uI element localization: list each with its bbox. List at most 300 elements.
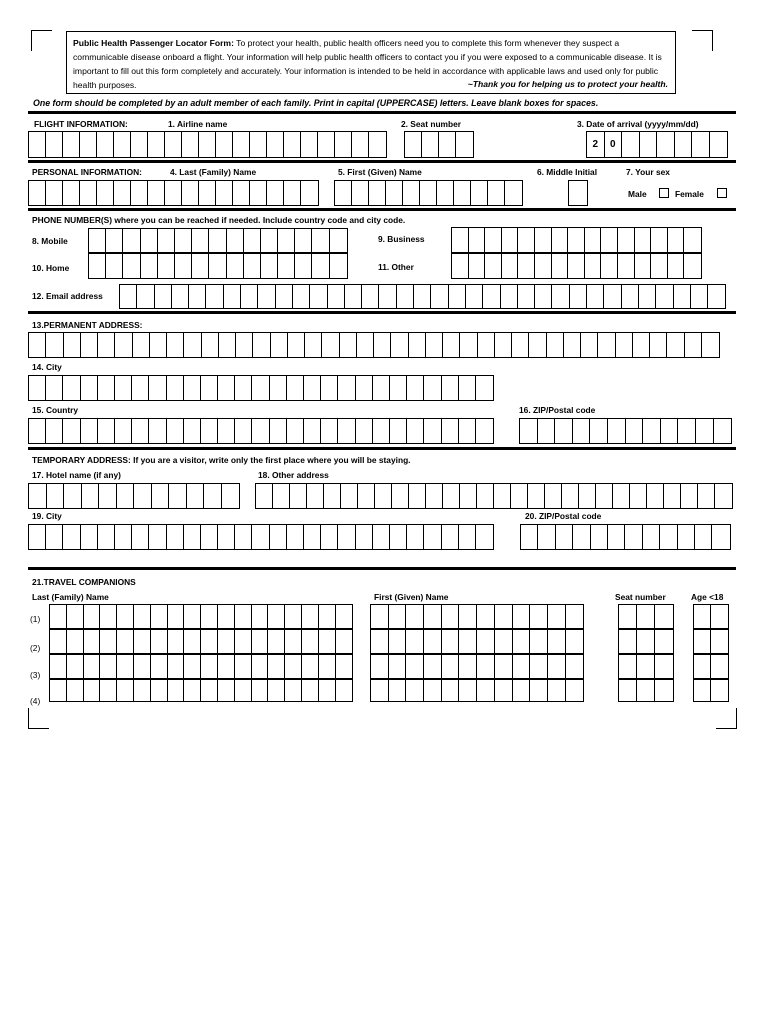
char-box[interactable] xyxy=(46,525,63,549)
char-box[interactable] xyxy=(518,285,535,308)
char-box[interactable] xyxy=(250,132,267,157)
char-box[interactable] xyxy=(495,630,513,653)
email-boxes[interactable] xyxy=(119,284,726,309)
char-box[interactable] xyxy=(643,525,660,549)
char-box[interactable] xyxy=(625,525,642,549)
char-box[interactable] xyxy=(390,525,407,549)
char-box[interactable] xyxy=(685,333,702,357)
char-box[interactable] xyxy=(206,285,223,308)
char-box[interactable] xyxy=(711,680,728,701)
char-box[interactable] xyxy=(98,376,115,400)
char-box[interactable] xyxy=(201,525,218,549)
char-box[interactable] xyxy=(321,376,338,400)
char-box[interactable] xyxy=(407,376,424,400)
char-box[interactable] xyxy=(165,181,182,205)
char-box[interactable] xyxy=(235,605,252,628)
char-box[interactable] xyxy=(424,680,442,701)
char-box[interactable] xyxy=(358,484,375,508)
companion-3-seat-boxes[interactable] xyxy=(618,654,674,679)
char-box[interactable] xyxy=(488,181,505,205)
char-box[interactable] xyxy=(172,285,189,308)
char-box[interactable] xyxy=(613,484,630,508)
char-box[interactable] xyxy=(373,419,390,443)
char-box[interactable] xyxy=(137,285,154,308)
char-box[interactable] xyxy=(711,630,728,653)
char-box[interactable] xyxy=(218,630,235,653)
char-box[interactable] xyxy=(218,680,235,701)
char-box[interactable] xyxy=(322,333,339,357)
char-box[interactable] xyxy=(637,680,655,701)
char-box[interactable] xyxy=(335,132,352,157)
char-box[interactable] xyxy=(336,605,353,628)
char-box[interactable] xyxy=(340,333,357,357)
char-box[interactable] xyxy=(132,419,149,443)
char-box[interactable] xyxy=(63,132,80,157)
char-box[interactable] xyxy=(256,484,273,508)
char-box[interactable] xyxy=(656,285,673,308)
char-box[interactable] xyxy=(442,680,460,701)
char-box[interactable] xyxy=(318,132,335,157)
char-box[interactable] xyxy=(204,484,222,508)
char-box[interactable] xyxy=(252,655,269,678)
char-box[interactable] xyxy=(422,132,439,157)
char-box[interactable] xyxy=(456,132,473,157)
char-box[interactable] xyxy=(585,228,602,252)
char-box[interactable] xyxy=(601,228,618,252)
char-box[interactable] xyxy=(608,419,626,443)
char-box[interactable] xyxy=(114,132,131,157)
char-box[interactable] xyxy=(667,333,684,357)
char-box[interactable] xyxy=(369,132,386,157)
char-box[interactable] xyxy=(307,484,324,508)
char-box[interactable] xyxy=(714,419,732,443)
char-box[interactable] xyxy=(619,655,637,678)
business-boxes[interactable] xyxy=(451,227,702,253)
char-box[interactable] xyxy=(158,254,175,278)
char-box[interactable] xyxy=(293,285,310,308)
char-box[interactable] xyxy=(152,484,170,508)
char-box[interactable] xyxy=(426,484,443,508)
char-box[interactable] xyxy=(120,285,137,308)
char-box[interactable] xyxy=(98,333,115,357)
char-box[interactable] xyxy=(711,605,728,628)
char-box[interactable] xyxy=(637,630,655,653)
char-box[interactable] xyxy=(235,376,252,400)
char-box[interactable] xyxy=(581,333,598,357)
char-box[interactable] xyxy=(89,254,106,278)
char-box[interactable] xyxy=(513,680,531,701)
char-box[interactable] xyxy=(167,333,184,357)
char-box[interactable] xyxy=(29,484,47,508)
char-box[interactable] xyxy=(639,285,656,308)
char-box[interactable] xyxy=(535,254,552,278)
char-box[interactable] xyxy=(619,630,637,653)
char-box[interactable] xyxy=(483,285,500,308)
char-box[interactable] xyxy=(678,525,695,549)
char-box[interactable] xyxy=(495,680,513,701)
char-box[interactable] xyxy=(302,630,319,653)
char-box[interactable] xyxy=(591,525,608,549)
char-box[interactable] xyxy=(324,484,341,508)
char-box[interactable] xyxy=(352,132,369,157)
char-box[interactable] xyxy=(352,181,369,205)
airline-name-boxes[interactable] xyxy=(28,131,387,158)
char-box[interactable]: 0 xyxy=(605,132,623,157)
char-box[interactable] xyxy=(67,630,84,653)
char-box[interactable] xyxy=(476,525,493,549)
char-box[interactable] xyxy=(520,419,538,443)
char-box[interactable] xyxy=(637,605,655,628)
char-box[interactable] xyxy=(192,229,209,252)
char-box[interactable] xyxy=(538,419,556,443)
char-box[interactable] xyxy=(227,254,244,278)
companion-3-first-name-boxes[interactable] xyxy=(370,654,584,679)
char-box[interactable] xyxy=(389,655,407,678)
char-box[interactable] xyxy=(222,484,240,508)
char-box[interactable] xyxy=(684,228,701,252)
char-box[interactable] xyxy=(424,525,441,549)
char-box[interactable] xyxy=(295,229,312,252)
char-box[interactable] xyxy=(233,181,250,205)
char-box[interactable] xyxy=(633,333,650,357)
char-box[interactable] xyxy=(564,333,581,357)
char-box[interactable] xyxy=(552,254,569,278)
char-box[interactable] xyxy=(409,484,426,508)
char-box[interactable] xyxy=(199,132,216,157)
char-box[interactable] xyxy=(235,630,252,653)
char-box[interactable] xyxy=(684,254,701,278)
char-box[interactable] xyxy=(587,285,604,308)
char-box[interactable] xyxy=(209,229,226,252)
companion-3-last-name-boxes[interactable] xyxy=(49,654,353,679)
char-box[interactable] xyxy=(647,484,664,508)
char-box[interactable] xyxy=(655,655,673,678)
char-box[interactable] xyxy=(389,630,407,653)
char-box[interactable] xyxy=(288,333,305,357)
char-box[interactable] xyxy=(46,132,63,157)
char-box[interactable] xyxy=(573,419,591,443)
char-box[interactable] xyxy=(442,525,459,549)
char-box[interactable] xyxy=(708,285,725,308)
char-box[interactable] xyxy=(123,254,140,278)
char-box[interactable] xyxy=(371,680,389,701)
char-box[interactable] xyxy=(244,229,261,252)
char-box[interactable] xyxy=(287,419,304,443)
char-box[interactable] xyxy=(209,254,226,278)
char-box[interactable] xyxy=(442,630,460,653)
char-box[interactable] xyxy=(655,630,673,653)
char-box[interactable] xyxy=(535,228,552,252)
char-box[interactable] xyxy=(548,630,566,653)
char-box[interactable] xyxy=(321,419,338,443)
char-box[interactable] xyxy=(165,132,182,157)
char-box[interactable] xyxy=(371,630,389,653)
char-box[interactable] xyxy=(459,630,477,653)
char-box[interactable] xyxy=(150,333,167,357)
char-box[interactable] xyxy=(182,181,199,205)
char-box[interactable] xyxy=(233,132,250,157)
char-box[interactable] xyxy=(312,254,329,278)
char-box[interactable] xyxy=(115,333,132,357)
mobile-boxes[interactable] xyxy=(88,228,348,253)
char-box[interactable] xyxy=(131,181,148,205)
char-box[interactable] xyxy=(696,419,714,443)
char-box[interactable] xyxy=(476,376,493,400)
char-box[interactable] xyxy=(579,484,596,508)
char-box[interactable] xyxy=(338,525,355,549)
char-box[interactable] xyxy=(502,254,519,278)
char-box[interactable] xyxy=(218,605,235,628)
char-box[interactable] xyxy=(454,181,471,205)
char-box[interactable] xyxy=(513,630,531,653)
char-box[interactable] xyxy=(252,376,269,400)
char-box[interactable] xyxy=(168,630,185,653)
char-box[interactable] xyxy=(216,181,233,205)
char-box[interactable] xyxy=(511,484,528,508)
char-box[interactable] xyxy=(168,680,185,701)
char-box[interactable] xyxy=(141,254,158,278)
char-box[interactable] xyxy=(548,655,566,678)
char-box[interactable] xyxy=(328,285,345,308)
char-box[interactable] xyxy=(319,680,336,701)
char-box[interactable] xyxy=(616,333,633,357)
char-box[interactable] xyxy=(184,655,201,678)
seat-number-boxes[interactable] xyxy=(404,131,474,158)
char-box[interactable] xyxy=(304,376,321,400)
char-box[interactable] xyxy=(81,333,98,357)
char-box[interactable] xyxy=(100,630,117,653)
char-box[interactable] xyxy=(392,484,409,508)
char-box[interactable] xyxy=(556,525,573,549)
companion-4-last-name-boxes[interactable] xyxy=(49,679,353,702)
char-box[interactable] xyxy=(319,655,336,678)
char-box[interactable] xyxy=(305,333,322,357)
char-box[interactable] xyxy=(244,254,261,278)
char-box[interactable] xyxy=(134,655,151,678)
char-box[interactable] xyxy=(199,181,216,205)
companion-1-seat-boxes[interactable] xyxy=(618,604,674,629)
char-box[interactable] xyxy=(566,630,584,653)
char-box[interactable] xyxy=(192,254,209,278)
char-box[interactable] xyxy=(437,181,454,205)
char-box[interactable] xyxy=(694,605,711,628)
temp-zip-boxes[interactable] xyxy=(520,524,731,550)
temp-city-boxes[interactable] xyxy=(28,524,494,550)
char-box[interactable] xyxy=(227,229,244,252)
char-box[interactable] xyxy=(336,655,353,678)
char-box[interactable] xyxy=(547,333,564,357)
char-box[interactable] xyxy=(459,525,476,549)
char-box[interactable] xyxy=(81,525,98,549)
char-box[interactable] xyxy=(379,285,396,308)
char-box[interactable] xyxy=(81,376,98,400)
char-box[interactable] xyxy=(477,655,495,678)
char-box[interactable] xyxy=(569,181,587,205)
companion-2-age-boxes[interactable] xyxy=(693,629,729,654)
char-box[interactable] xyxy=(403,181,420,205)
char-box[interactable] xyxy=(106,229,123,252)
char-box[interactable] xyxy=(356,525,373,549)
zip-boxes[interactable] xyxy=(519,418,732,444)
char-box[interactable] xyxy=(29,525,46,549)
char-box[interactable] xyxy=(601,254,618,278)
char-box[interactable] xyxy=(513,605,531,628)
char-box[interactable] xyxy=(619,680,637,701)
char-box[interactable] xyxy=(141,229,158,252)
companion-3-age-boxes[interactable] xyxy=(693,654,729,679)
char-box[interactable] xyxy=(89,229,106,252)
char-box[interactable] xyxy=(287,376,304,400)
char-box[interactable] xyxy=(694,655,711,678)
char-box[interactable] xyxy=(84,630,101,653)
char-box[interactable] xyxy=(660,525,677,549)
char-box[interactable] xyxy=(151,630,168,653)
char-box[interactable] xyxy=(338,376,355,400)
char-box[interactable] xyxy=(236,333,253,357)
char-box[interactable] xyxy=(218,376,235,400)
char-box[interactable] xyxy=(184,680,201,701)
char-box[interactable] xyxy=(182,132,199,157)
char-box[interactable] xyxy=(443,484,460,508)
char-box[interactable] xyxy=(261,254,278,278)
char-box[interactable] xyxy=(409,333,426,357)
char-box[interactable] xyxy=(117,630,134,653)
char-box[interactable] xyxy=(319,630,336,653)
char-box[interactable] xyxy=(618,228,635,252)
char-box[interactable] xyxy=(485,254,502,278)
char-box[interactable] xyxy=(566,605,584,628)
last-name-boxes[interactable] xyxy=(28,180,319,206)
char-box[interactable] xyxy=(29,181,46,205)
char-box[interactable] xyxy=(407,419,424,443)
char-box[interactable] xyxy=(261,229,278,252)
char-box[interactable]: 2 xyxy=(587,132,605,157)
char-box[interactable] xyxy=(158,229,175,252)
char-box[interactable] xyxy=(46,333,63,357)
char-box[interactable] xyxy=(64,333,81,357)
char-box[interactable] xyxy=(640,132,658,157)
char-box[interactable] xyxy=(285,680,302,701)
char-box[interactable] xyxy=(513,655,531,678)
char-box[interactable] xyxy=(655,605,673,628)
char-box[interactable] xyxy=(310,285,327,308)
char-box[interactable] xyxy=(424,605,442,628)
char-box[interactable] xyxy=(270,525,287,549)
city-boxes[interactable] xyxy=(28,375,494,401)
char-box[interactable] xyxy=(189,285,206,308)
companion-1-last-name-boxes[interactable] xyxy=(49,604,353,629)
male-checkbox[interactable] xyxy=(659,188,669,198)
char-box[interactable] xyxy=(573,525,590,549)
char-box[interactable] xyxy=(330,254,347,278)
char-box[interactable] xyxy=(477,484,494,508)
char-box[interactable] xyxy=(530,680,548,701)
char-box[interactable] xyxy=(29,376,46,400)
char-box[interactable] xyxy=(252,630,269,653)
char-box[interactable] xyxy=(29,419,46,443)
first-name-boxes[interactable] xyxy=(334,180,523,206)
char-box[interactable] xyxy=(469,254,486,278)
char-box[interactable] xyxy=(651,254,668,278)
char-box[interactable] xyxy=(585,254,602,278)
char-box[interactable] xyxy=(284,132,301,157)
char-box[interactable] xyxy=(253,333,270,357)
char-box[interactable] xyxy=(694,630,711,653)
char-box[interactable] xyxy=(134,484,152,508)
char-box[interactable] xyxy=(202,333,219,357)
female-checkbox[interactable] xyxy=(717,188,727,198)
char-box[interactable] xyxy=(442,419,459,443)
char-box[interactable] xyxy=(304,525,321,549)
char-box[interactable] xyxy=(149,525,166,549)
char-box[interactable] xyxy=(466,285,483,308)
char-box[interactable] xyxy=(201,419,218,443)
char-box[interactable] xyxy=(97,181,114,205)
char-box[interactable] xyxy=(117,655,134,678)
companion-4-first-name-boxes[interactable] xyxy=(370,679,584,702)
char-box[interactable] xyxy=(47,484,65,508)
arrival-date-boxes[interactable] xyxy=(586,131,728,158)
char-box[interactable] xyxy=(184,333,201,357)
char-box[interactable] xyxy=(369,181,386,205)
char-box[interactable] xyxy=(117,484,135,508)
char-box[interactable] xyxy=(270,376,287,400)
char-box[interactable] xyxy=(295,254,312,278)
char-box[interactable] xyxy=(270,419,287,443)
char-box[interactable] xyxy=(604,285,621,308)
companion-1-first-name-boxes[interactable] xyxy=(370,604,584,629)
char-box[interactable] xyxy=(622,285,639,308)
char-box[interactable] xyxy=(362,285,379,308)
char-box[interactable] xyxy=(149,419,166,443)
char-box[interactable] xyxy=(390,376,407,400)
char-box[interactable] xyxy=(650,333,667,357)
char-box[interactable] xyxy=(495,655,513,678)
char-box[interactable] xyxy=(495,605,513,628)
char-box[interactable] xyxy=(568,228,585,252)
char-box[interactable] xyxy=(252,605,269,628)
char-box[interactable] xyxy=(224,285,241,308)
char-box[interactable] xyxy=(252,680,269,701)
char-box[interactable] xyxy=(151,680,168,701)
char-box[interactable] xyxy=(312,229,329,252)
char-box[interactable] xyxy=(336,630,353,653)
char-box[interactable] xyxy=(568,254,585,278)
char-box[interactable] xyxy=(132,376,149,400)
char-box[interactable] xyxy=(405,132,422,157)
char-box[interactable] xyxy=(148,132,165,157)
char-box[interactable] xyxy=(50,605,67,628)
char-box[interactable] xyxy=(530,605,548,628)
char-box[interactable] xyxy=(443,333,460,357)
char-box[interactable] xyxy=(406,680,424,701)
char-box[interactable] xyxy=(319,605,336,628)
char-box[interactable] xyxy=(115,419,132,443)
char-box[interactable] xyxy=(502,228,519,252)
char-box[interactable] xyxy=(151,655,168,678)
char-box[interactable] xyxy=(596,484,613,508)
char-box[interactable] xyxy=(521,525,538,549)
char-box[interactable] xyxy=(406,630,424,653)
char-box[interactable] xyxy=(99,484,117,508)
companion-4-seat-boxes[interactable] xyxy=(618,679,674,702)
char-box[interactable] xyxy=(134,630,151,653)
char-box[interactable] xyxy=(131,132,148,157)
char-box[interactable] xyxy=(148,181,165,205)
other-phone-boxes[interactable] xyxy=(451,253,702,279)
char-box[interactable] xyxy=(357,333,374,357)
char-box[interactable] xyxy=(219,333,236,357)
